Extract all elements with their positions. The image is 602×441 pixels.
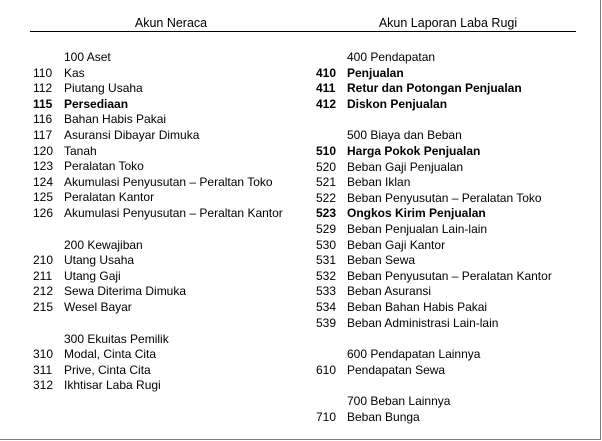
account-name: Kas [64,65,85,80]
account-row [33,144,318,160]
account-group [316,394,586,425]
account-row [33,206,318,222]
account-row [33,159,318,175]
account-number: 116 [33,112,53,127]
account-number: 521 [316,175,337,190]
account-number: 522 [316,190,337,205]
account-row [33,363,318,379]
account-number: 124 [33,174,54,189]
account-name: Harga Pokok Penjualan [347,143,481,158]
account-number: 117 [33,127,53,142]
account-number: 539 [316,315,337,330]
account-name: Beban Sewa [347,253,416,268]
account-number: 215 [33,299,54,314]
account-row [33,300,318,316]
account-name: Peralatan Toko [64,159,144,174]
account-row [316,66,586,82]
account-row [316,363,586,379]
account-row [316,410,586,426]
account-name: Beban Gaji Kantor [347,237,446,252]
account-name: Persediaan [64,96,129,111]
account-row [33,97,318,113]
account-row [33,253,318,269]
account-group [33,50,318,222]
group-title: 400 Pendapatan [347,50,436,64]
account-name: Akumulasi Penyusutan – Peraltan Toko [64,174,273,189]
account-number: 211 [33,268,53,283]
account-name: Prive, Cinta Cita [64,362,151,377]
account-row [316,206,586,222]
account-name: Asuransi Dibayar Dimuka [64,127,200,142]
header-akun-laba-rugi: Akun Laporan Laba Rugi [378,16,518,30]
account-row [316,300,586,316]
account-row [33,66,318,82]
account-row [33,175,318,191]
account-name: Beban Penyusutan – Peralatan Toko [347,190,542,205]
account-number: 115 [33,96,53,111]
group-title: 600 Pendapatan Lainnya [347,347,481,362]
account-row [33,190,318,206]
account-number: 312 [33,378,54,393]
account-number: 532 [316,268,337,283]
account-name: Utang Usaha [64,253,135,268]
account-group [316,347,586,378]
account-name: Beban Penyusutan – Peralatan Kantor [347,268,552,283]
account-row [33,81,318,97]
group-title: 700 Beban Lainnya [347,394,451,409]
group-title: 200 Kewajiban [64,237,143,252]
account-name: Beban Bahan Habis Pakai [347,299,488,314]
account-name: Utang Gaji [64,268,121,283]
account-number: 530 [316,237,337,252]
account-row [316,269,586,285]
account-number: 125 [33,190,54,205]
account-number: 510 [316,143,337,158]
account-number: 533 [316,284,337,299]
account-number: 120 [33,143,54,158]
account-number: 123 [33,159,54,174]
account-name: Beban Administrasi Lain-lain [347,315,499,330]
account-name: Pendapatan Sewa [347,362,446,377]
account-row [33,347,318,363]
header-rule [30,31,576,32]
account-number: 126 [33,205,54,220]
account-number: 411 [316,81,336,96]
account-number: 412 [316,96,337,111]
account-row [316,81,586,97]
account-name: Tanah [64,143,97,158]
account-row [33,269,318,285]
account-name: Beban Gaji Penjualan [347,159,464,174]
account-number: 212 [33,284,54,299]
account-name: Akumulasi Penyusutan – Peraltan Kantor [64,205,283,220]
account-row [316,160,586,176]
account-group [316,128,586,331]
account-row [33,284,318,300]
account-number: 610 [316,362,337,377]
account-name: Beban Iklan [347,175,411,190]
account-number: 534 [316,299,337,314]
account-group [33,332,318,394]
account-name: Bahan Habis Pakai [64,112,167,127]
account-name: Beban Penjualan Lain-lain [347,221,488,236]
account-number: 710 [316,409,337,424]
account-number: 210 [33,253,54,268]
account-row [316,316,586,332]
account-row [316,284,586,300]
account-name: Peralatan Kantor [64,190,155,205]
account-row [316,222,586,238]
account-group [316,50,586,112]
group-title: 500 Biaya dan Beban [347,128,462,143]
account-name: Ikhtisar Laba Rugi [64,378,161,393]
account-row [33,112,318,128]
laba-rugi-column [316,50,586,441]
account-name: Piutang Usaha [64,81,143,96]
neraca-column [33,50,318,410]
account-row [316,175,586,191]
account-name: Beban Asuransi [347,284,432,299]
account-name: Ongkos Kirim Penjualan [347,206,486,221]
account-number: 310 [33,347,54,362]
account-number: 531 [316,253,337,268]
account-row [316,253,586,269]
account-name: Beban Bunga [347,409,420,424]
account-name: Retur dan Potongan Penjualan [347,81,522,96]
account-name: Sewa Diterima Dimuka [64,284,187,299]
header-akun-neraca: Akun Neraca [134,16,208,30]
account-number: 110 [33,65,53,80]
account-name: Penjualan [347,65,404,80]
account-row [33,128,318,144]
account-name: Diskon Penjualan [347,96,448,111]
account-name: Modal, Cinta Cita [64,347,157,362]
account-row [316,97,586,113]
group-title: 300 Ekuitas Pemilik [64,331,169,346]
account-row [316,144,586,160]
group-title: 100 Aset [64,50,111,64]
account-number: 410 [316,65,337,80]
account-row [33,378,318,394]
account-number: 529 [316,221,337,236]
account-number: 311 [33,362,53,377]
account-number: 520 [316,159,337,174]
account-row [316,191,586,207]
account-row [316,238,586,254]
account-number: 112 [33,81,53,96]
account-number: 523 [316,206,337,221]
account-name: Wesel Bayar [64,299,132,314]
account-group [33,238,318,316]
